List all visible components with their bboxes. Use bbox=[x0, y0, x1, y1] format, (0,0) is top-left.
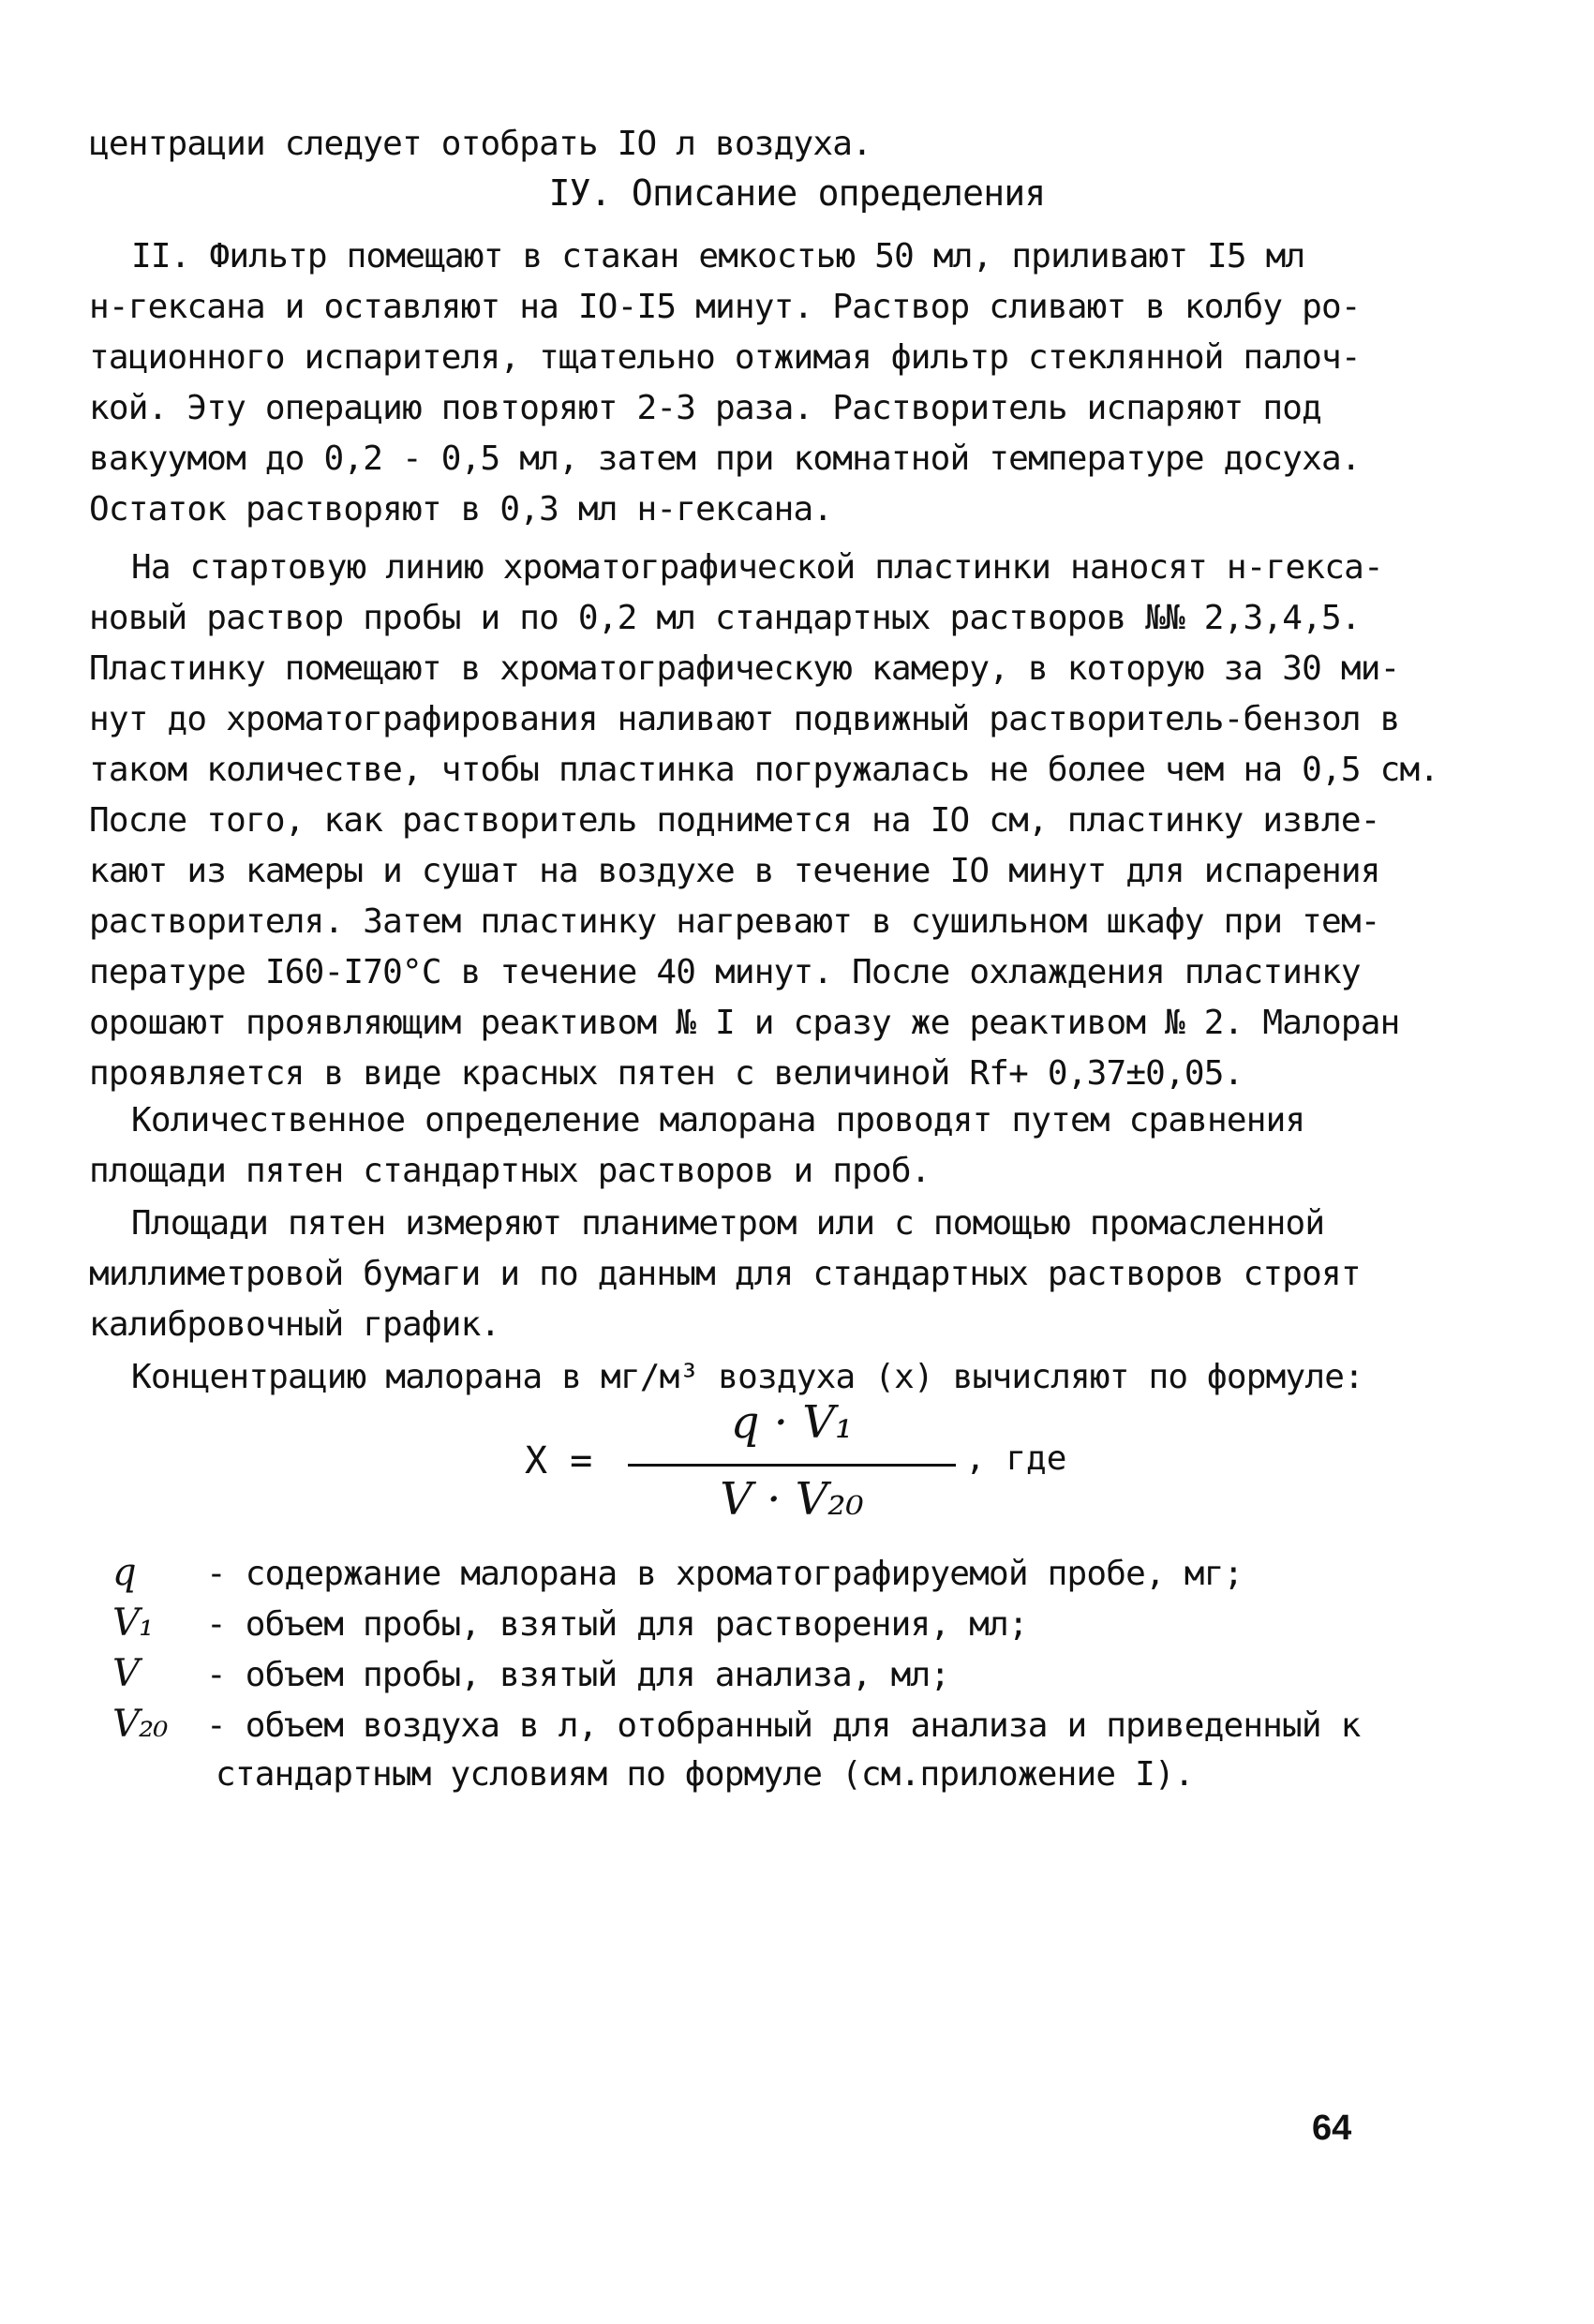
paragraph-2-line-9: пературе I60-I70°C в течение 40 минут. После охлаждения пластинку bbox=[89, 953, 1361, 991]
definition-symbol: V₂₀ bbox=[112, 1703, 168, 1746]
definition-symbol: q bbox=[112, 1551, 136, 1594]
definition-v20 bbox=[112, 1700, 1361, 1750]
paragraph-2-line-4: нут до хроматографирования наливают подвижный растворитель-бензол в bbox=[89, 700, 1400, 738]
paragraph-11-line-1: II. Фильтр помещают в стакан емкостью 50 мл, приливают I5 мл bbox=[131, 237, 1305, 276]
paragraph-2-line-8: растворителя. Затем пластинку нагревают в сушильном шкафу при тем- bbox=[89, 902, 1380, 941]
definition-text: - объем пробы, взятый для растворения, мл; bbox=[206, 1605, 1028, 1644]
paragraph-11-line-3: тационного испарителя, тщательно отжимая фильтр стеклянной палоч- bbox=[89, 338, 1361, 377]
definition-text: стандартным условиям по формуле (см.приложение I). bbox=[216, 1755, 1194, 1794]
paragraph-3-line-2: площади пятен стандартных растворов и проб. bbox=[89, 1152, 931, 1190]
definition-text: - объем пробы, взятый для анализа, мл; bbox=[206, 1656, 950, 1694]
formula-denominator: V · V₂₀ bbox=[720, 1473, 864, 1526]
fraction-bar bbox=[628, 1464, 956, 1467]
definition-v1 bbox=[112, 1599, 1028, 1649]
definition-v bbox=[112, 1649, 949, 1700]
paragraph-11-line-5: вакуумом до 0,2 - 0,5 мл, затем при комнатной температуре досуха. bbox=[89, 439, 1361, 478]
paragraph-2-line-5: таком количестве, чтобы пластинка погружалась не более чем на 0,5 см. bbox=[89, 751, 1439, 789]
definition-symbol: V₁ bbox=[112, 1601, 154, 1645]
formula bbox=[525, 1396, 1181, 1537]
paragraph-3-line-1: Количественное определение малорана проводят путем сравнения bbox=[131, 1101, 1305, 1140]
paragraph-11-line-6: Остаток растворяют в 0,3 мл н-гексана. bbox=[89, 490, 833, 529]
paragraph-2-line-10: орошают проявляющим реактивом № I и сразу же реактивом № 2. Малоран bbox=[89, 1004, 1400, 1042]
definition-text: - содержание малорана в хроматографируемой пробе, мг; bbox=[206, 1555, 1244, 1593]
page-number: 64 bbox=[1312, 2108, 1352, 2148]
paragraph-11-line-2: н-гексана и оставляют на IO-I5 минут. Раствор сливают в колбу ро- bbox=[89, 288, 1361, 326]
paragraph-4-line-3: калибровочный график. bbox=[89, 1305, 500, 1344]
definition-q bbox=[112, 1548, 1243, 1599]
formula-lhs: X = bbox=[525, 1439, 593, 1482]
paragraph-2-line-6: После того, как растворитель поднимется на IO см, пластинку извле- bbox=[89, 801, 1380, 840]
paragraph-2-line-1: На стартовую линию хроматографической пластинки наносят н-гекса- bbox=[131, 548, 1383, 587]
paragraph-11-line-4: кой. Эту операцию повторяют 2-3 раза. Растворитель испаряют под bbox=[89, 389, 1322, 427]
line-1: центрации следует отобрать IO л воздуха. bbox=[89, 125, 871, 163]
paragraph-4-line-1: Площади пятен измеряют планиметром или с помощью промасленной bbox=[131, 1204, 1325, 1243]
definition-symbol: V bbox=[112, 1652, 140, 1695]
definition-continuation bbox=[216, 1750, 1194, 1799]
paragraph-2-line-3: Пластинку помещают в хроматографическую камеру, в которую за 30 ми- bbox=[89, 649, 1400, 688]
formula-suffix: , где bbox=[965, 1439, 1067, 1478]
definition-text: - объем воздуха в л, отобранный для анализа и приведенный к bbox=[206, 1706, 1361, 1745]
paragraph-2-line-11: проявляется в виде красных пятен с величиной Rf+ 0,37±0,05. bbox=[89, 1054, 1244, 1093]
formula-numerator: q · V₁ bbox=[730, 1396, 854, 1449]
paragraph-5-line-1: Концентрацию малорана в мг/м³ воздуха (х) вычисляют по формуле: bbox=[131, 1358, 1364, 1396]
paragraph-4-line-2: миллиметровой бумаги и по данным для стандартных растворов строят bbox=[89, 1255, 1361, 1293]
paragraph-2-line-7: кают из камеры и сушат на воздухе в течение IO минут для испарения bbox=[89, 852, 1380, 890]
paragraph-2-line-2: новый раствор пробы и по 0,2 мл стандартных растворов №№ 2,3,4,5. bbox=[89, 599, 1361, 637]
section-heading: IУ. Описание определения bbox=[548, 172, 1046, 214]
